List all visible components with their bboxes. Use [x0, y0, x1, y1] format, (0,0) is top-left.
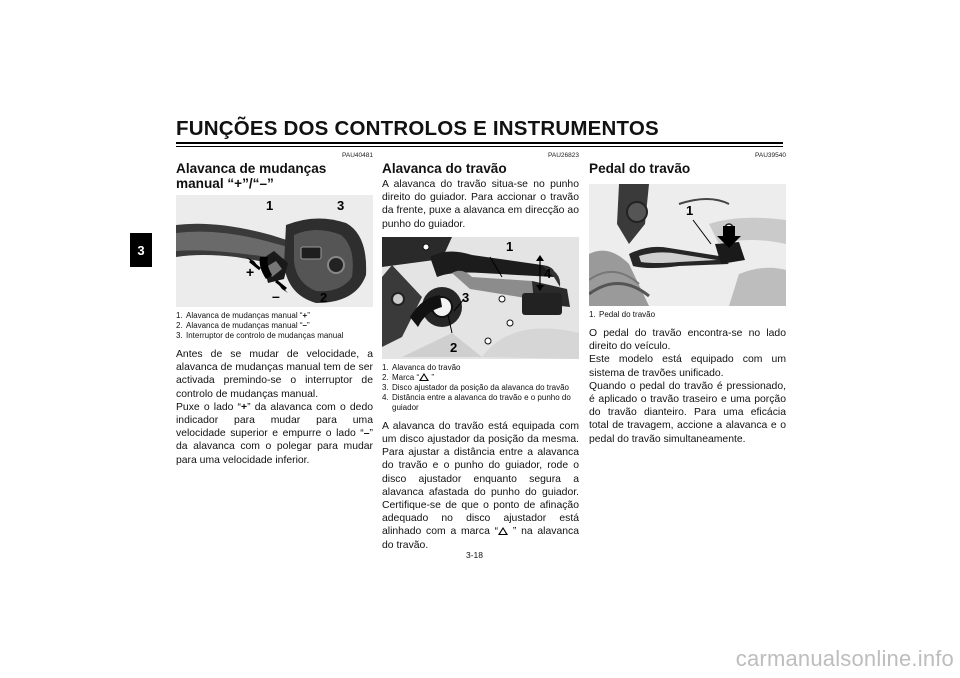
caption-text-pre: Alavanca de mudanças manual “: [186, 321, 303, 330]
caption-num: 3.: [176, 331, 183, 340]
body-paragraph: [382, 420, 579, 552]
caption-item: [176, 331, 373, 341]
section-title: [176, 161, 373, 191]
figure-captions: [176, 311, 373, 341]
svg-text:+: +: [246, 264, 255, 280]
header-rule: [176, 142, 783, 144]
body-paragraph: Quando o pedal do travão é pressionado, é aplicado o travão traseiro e uma porção do travão dianteiro. Para uma eficácia total de travagem, accione a alavanca e o pedal do travão simultaneamente.: [589, 380, 786, 445]
caption-text: [392, 373, 434, 383]
brake-pedal-figure: [589, 184, 786, 306]
svg-text:–: –: [272, 288, 280, 304]
shift-lever-figure: [176, 195, 373, 307]
caption-text: [186, 311, 310, 321]
section-manual-shift-lever: [176, 151, 373, 467]
callout-2: 2: [450, 339, 458, 355]
callout-3: 3: [462, 289, 470, 305]
body-text-part: Puxe o lado “: [176, 401, 242, 413]
body-paragraph: Antes de se mudar de velocidade, a alavanca de mudanças manual tem de ser activada premindo-se o interruptor de controlo de mudanças manual.: [176, 349, 373, 400]
body-text-part: ” na alavanca do travão.: [382, 526, 579, 551]
minus-symbol: –: [363, 428, 370, 440]
brake-lever-illustration: [382, 237, 579, 359]
caption-text: Alavanca do travão: [392, 362, 461, 372]
caption-text: [186, 321, 310, 331]
brake-lever-figure: [382, 237, 579, 359]
caption-text: Distância entre a alavanca do travão e o punho do guiador: [392, 392, 571, 412]
callout-1: 1: [686, 203, 694, 218]
callout-3: 3: [337, 198, 345, 213]
caption-text: Pedal do travão: [599, 310, 656, 319]
callout-4: 4: [544, 265, 552, 281]
section-brake-pedal: [589, 151, 786, 446]
plus-symbol: +: [241, 401, 248, 413]
section-code: PAU26823: [548, 152, 579, 159]
body-paragraph: O pedal do travão encontra-se no lado direito do veículo.: [589, 328, 786, 353]
caption-text-post: ”: [307, 311, 310, 320]
body-text-part: ” da alavanca com o dedo indicador para mudar para uma velocidade superior e empurre o lado “: [176, 401, 373, 440]
figure-captions: [589, 310, 786, 320]
section-code: PAU40481: [342, 152, 373, 159]
triangle-mark-icon: [498, 527, 508, 535]
chapter-tab: 3: [130, 233, 152, 267]
caption-text-pre: Marca “: [392, 372, 420, 382]
section-intro: A alavanca do travão situa-se no punho direito do guiador. Para accionar o travão da frente, puxe a alavanca em direcção ao punho do guiador.: [382, 179, 579, 230]
caption-item: [176, 321, 373, 331]
section-title-line2: manual “+”/“–”: [176, 176, 274, 191]
caption-text-post: ”: [306, 321, 310, 330]
caption-item: [382, 363, 579, 373]
section-brake-lever: [382, 151, 579, 552]
chapter-title: FUNÇÕES DOS CONTROLOS E INSTRUMENTOS: [176, 117, 659, 140]
section-title: Alavanca do travão: [382, 161, 507, 176]
caption-text: Interruptor de controlo de mudanças manual: [186, 331, 344, 340]
caption-num: 1.: [589, 310, 596, 319]
triangle-mark-icon: [419, 373, 429, 381]
caption-item: [382, 373, 579, 383]
section-body: [176, 348, 373, 467]
minus-symbol: –: [302, 321, 307, 330]
caption-item: [382, 383, 579, 393]
caption-num: 4.: [382, 392, 389, 402]
body-paragraph: Este modelo está equipado com um sistema de travões unificado.: [589, 354, 786, 379]
body-text-part: ” da alavanca com o polegar para mudar para uma velocidade inferior.: [176, 428, 373, 466]
caption-text-post: ”: [429, 372, 435, 382]
watermark: carmanualsonline.info: [735, 646, 954, 671]
body-text-part: A alavanca do travão está equipada com um disco ajustador da posição da mesma. Para ajustar a distância entre a alavanca do travão e o punho do guiador, rode o disco ajustador enquanto segura a alavanca afastada do punho do guiador. Certifique-se de que o ponto de afinação adequado no disco ajustador está alinhado com a marca “: [382, 420, 579, 538]
body-paragraph: [176, 401, 373, 467]
section-body: [382, 420, 579, 552]
header-rule-thin: [176, 146, 783, 147]
callout-2: 2: [320, 290, 328, 305]
caption-item: [176, 311, 373, 321]
page-number: 3-18: [466, 550, 484, 560]
section-code: PAU39540: [755, 152, 786, 159]
figure-captions: [382, 363, 579, 413]
caption-num: 2.: [382, 372, 389, 382]
caption-item: [382, 393, 579, 413]
caption-num: 2.: [176, 321, 183, 330]
caption-num: 1.: [382, 362, 389, 372]
caption-text: Disco ajustador da posição da alavanca do travão: [392, 382, 569, 392]
page-header: [176, 118, 783, 147]
callout-1: 1: [506, 238, 514, 254]
caption-num: 1.: [176, 311, 183, 320]
caption-item: [589, 310, 786, 320]
section-body: [589, 327, 786, 446]
section-title: Pedal do travão: [589, 161, 691, 176]
plus-symbol: +: [302, 311, 308, 320]
caption-num: 3.: [382, 382, 389, 392]
caption-text-pre: Alavanca de mudanças manual “: [186, 311, 303, 320]
callout-1: 1: [266, 198, 274, 213]
section-title-line1: Alavanca de mudanças: [176, 161, 327, 176]
